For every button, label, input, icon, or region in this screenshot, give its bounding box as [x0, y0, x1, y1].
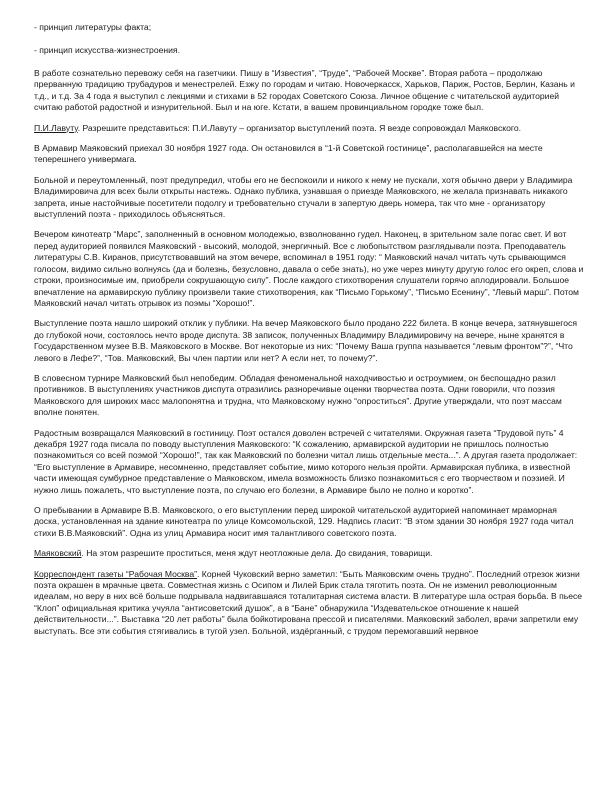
- speaker-name: Маяковский: [34, 548, 82, 559]
- paragraph: [34, 428, 584, 496]
- paragraph: [34, 143, 584, 166]
- paragraph-text: В работе сознательно перевожу себя на газетчики. Пишу в “Известия”, “Труде”, “Рабочей Москве”. Вторая работа – продолжаю прерванную традицию трубадуров и менестрелей. Езжу по городам и читаю. Новочеркасск, Харьков, Париж, Ростов, Берлин, Казань и т.д., и т.д. За 4 года я выступил с лекциями и стихами в 52 городах Советского Союза. Личное общение с читательской аудиторией считаю работой радостной и изнурительной. Был и на юге. Кстати, в вашем провинциальном городке тоже был.: [34, 68, 575, 113]
- paragraph-text: В Армавир Маяковский приехал 30 ноября 1927 года. Он остановился в “1-й Советской гостинице”, располагавшейся на месте теперешнего универмага.: [34, 143, 543, 165]
- paragraph-text: Выступление поэта нашло широкий отклик у публики. На вечер Маяковского было продано 222 билета. В конце вечера, затянувшегося до глубокой ночи, состоялось нечто вроде диспута. 38 записок, полученных Владимиру Владимировичу на вечере, ныне хранятся в Государственном музее В.В. Маяковского в Москве. Вот некоторые из них: “Почему Ваша группа называется “левым фронтом”?”, “Что левого в Лефе?”, “Тов. Маяковский, Вы член партии или нет? А если нет, то почему?”.: [34, 318, 577, 363]
- paragraph: [34, 505, 584, 539]
- paragraph: [34, 123, 584, 134]
- list-item: - принцип искусства-жизнестроения.: [34, 45, 180, 55]
- paragraph: [34, 68, 584, 114]
- paragraph-text: . На этом разрешите проститься, меня ждут неотложные дела. До свидания, товарищи.: [81, 548, 433, 559]
- paragraph: [34, 373, 584, 419]
- paragraph: [34, 229, 584, 309]
- paragraph-text: Вечером кинотеатр “Марс”, заполненный в основном молодежью, взволнованно гудел. Наконец, в зрительном зале погас свет. И вот перед аудиторией появился Маяковский - высокий, молодой, энергичный. Все с любопытством разглядывали поэта. Преподаватель литературы С.В. Киранов, присутствовавший на этом вечере, вспоминал в 1951 году: “ Маяковский начал читать чуть срывающимся голосом, видимо сильно волнуясь (да и болезнь, безусловно, давала о себе знать), но уже через минуту другую голос его окреп, слова и строки, произносимые им, приобрели сокрушающую силу”. После каждого стихотворения слушатели горячо аплодировали. Большое впечатление на армавирскую публику произвели такие стихотворения, как “Письмо Горькому”, “Письмо Есенину”, “Левый марш”. Потом Маяковский начал читать отрывок из поэмы “Хорошо!”.: [34, 229, 584, 308]
- paragraph: [34, 548, 584, 559]
- speaker-name: П.И.Лавуту: [34, 122, 78, 133]
- list-item: - принцип литературы факта;: [34, 22, 152, 32]
- paragraph-text: О пребывании в Армавире В.В. Маяковского, о его выступлении перед широкой читательской аудиторией напоминает мраморная доска, установленная на здание кинотеатра по улице Комсомольской, 129. Надпись гласит: “В этом здании 30 ноября 1927 года читал стихи В.В.Маяковский”. Одна из улиц Армавира носит имя талантливого советского поэта.: [34, 505, 574, 538]
- paragraph: [34, 175, 584, 221]
- paragraph-text: Больной и переутомленный, поэт предупредил, чтобы его не беспокоили и никого к нему не пускали, хотя обычно двери у Владимира Владимировича для всех были открыты настежь. Однако публика, узнавшая о приезде Маяковского, не желала признавать никакого запрета, иные настойчивые посетители подолгу и требовательно стучали в запертую дверь номера, так что мне - организатору выступлений поэта - приходилось объясняться.: [34, 174, 573, 220]
- speaker-name: Корреспондент газеты “Рабочая Москва”: [34, 568, 198, 579]
- paragraph: [34, 318, 584, 364]
- paragraph-text: . Разрешите представиться: П.И.Лавуту – организатор выступлений поэта. Я везде сопровождал Маяковского.: [77, 122, 521, 133]
- paragraph-text: Радостным возвращался Маяковский в гостиницу. Поэт остался доволен встречей с читателями. Окружная газета “Трудовой путь” 4 декабря 1927 года писала по поводу выступления Маяковского: “К сожалению, армавирской аудитории не пришлось полностью познакомиться со всей поэмой “Хорошо!”, так как Маяковский по болезни читал лишь отдельные места...”. А другая газета продолжает: “Его выступление в Армавире, несомненно, представляет событие, мимо которого нельзя пройти. Армавирская публика, в известной части имеющая сумбурное представление о Маяковском, имела возможность близко познакомиться с его творчеством и поэзией. И нужно лишь пожалеть, что выступление поэта, по случаю его болезни, в Армавире было не полно и коротко”.: [34, 427, 578, 495]
- paragraph-text: . Корней Чуковский верно заметил: “Быть Маяковским очень трудно”. Последний отрезок жизни поэта окрашен в мрачные цвета. Совместная жизнь с Осипом и Лилей Брик стала тяготить поэта. Он не изменил революционным идеалам, но веру в них всё больше подрывала надвигавшаяся тоталитарная система власти. В литературе шла острая борьба. В пьесе “Клоп” официальная критика учуяла “антисоветский душок”, а в “Бане” обнаружила “Издевательское отношение к нашей действительности...”. Выставка “20 лет работы” была бойкотирована прессой и писателями. Маяковский заболел, врачи запретили ему выступать. Все эти события стягивались в тугой узел. Больной, издёрганный, с трудом перемогавший нервное: [34, 568, 583, 636]
- paragraph: [34, 569, 584, 637]
- paragraph-text: В словесном турнире Маяковский был непобедим. Обладая феноменальной находчивостью и остроумием, он беспощадно разил противников. В выступлениях участников диспута отразились разноречивые оценки творчества поэта. Одни говорили, что поэзия Маяковского для широких масс малопонятна и трудна, что Маяковскому нужно “опроститься”. Другие утверждали, что поэт массам вполне понятен.: [34, 372, 562, 418]
